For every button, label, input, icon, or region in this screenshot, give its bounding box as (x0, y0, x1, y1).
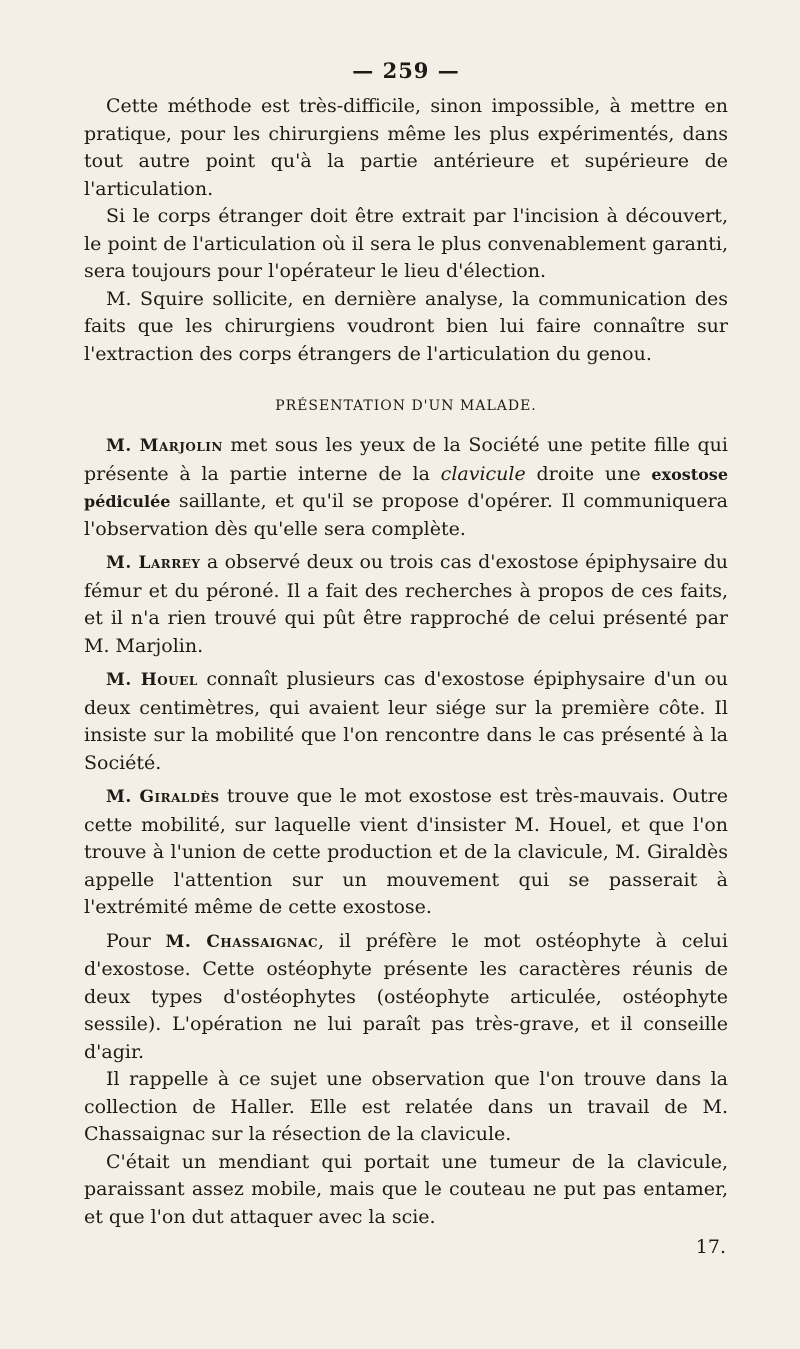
paragraph-giraldes (84, 783, 728, 922)
paragraph: Si le corps étranger doit être extrait par l'incision à découvert, le point de l'articulation où il sera le plus convenablement garanti, sera toujours pour l'opérateur le lieu d'élection. (84, 205, 728, 282)
paragraph: C'était un mendiant qui portait une tumeur de la clavicule, paraissant assez mobile, mais que le couteau ne put pas entamer, et que l'on dut attaquer avec la scie. (84, 1150, 728, 1228)
bold-term: exostose pédiculée (84, 464, 728, 511)
speaker-name: M. Marjolin (106, 436, 223, 456)
signature-mark: 17. (695, 1236, 726, 1258)
paragraph: Il rappelle à ce sujet une observation que l'on trouve dans la collection de Haller. Elle est relatée dans un travail de M. Chassaignac sur la résection de la clavicule. (84, 1068, 728, 1145)
speaker-name: M. Houel (106, 670, 198, 690)
text: trouve que le mot exostose est très-mauvais. Outre cette mobilité, sur laquelle vient d'insister M. Houel, et que l'on trouve à l'union de cette production et de la clavicule, M. Giraldès appelle l'attention sur un mouvement qui se passerait à l'extrémité même de cette exostose. (84, 785, 728, 918)
text: met sous les yeux de la Société une petite fille qui présente à la partie interne de la (84, 434, 728, 485)
section-heading: PRÉSENTATION D'UN MALADE. (275, 398, 537, 414)
paragraph-houel (84, 666, 728, 777)
paragraph: M. Squire sollicite, en dernière analyse, la communication des faits que les chirurgiens voudront bien lui faire connaître sur l'extraction des corps étrangers de l'articulation du genou. (84, 287, 728, 365)
speaker-name: M. Chassaignac (165, 931, 319, 952)
paragraph: Cette méthode est très-difficile, sinon impossible, à mettre en pratique, pour les chirurgiens même les plus expérimentés, dans tout autre point qu'à la partie antérieure et supérieure de l'articulation. (84, 95, 728, 200)
text: saillante, et qu'il se propose d'opérer. Il communiquera l'observation dès qu'elle sera complète. (84, 490, 728, 540)
paragraph-chassaignac (84, 928, 728, 1067)
text: a observé deux ou trois cas d'exostose épiphysaire du fémur et du péroné. Il a fait des recherches à propos de ces faits, et il n'a rien trouvé qui pût être rapproché de celui présenté par M. Marjolin. (84, 551, 728, 657)
paragraph-larrey (84, 549, 728, 660)
page-number: — 259 — (352, 58, 460, 83)
italic-term: clavicule (440, 462, 526, 485)
text: droite une (525, 462, 652, 485)
text: Pour (106, 929, 166, 952)
paragraph-marjolin (84, 432, 728, 543)
text: , il préfère le mot ostéophyte à celui d'exostose. Cette ostéophyte présente les caractères réunis de deux types d'ostéophytes (ostéophyte articulée, ostéophyte sessile). L'opération ne lui paraît pas très-grave, et il conseille d'agir. (84, 929, 728, 1063)
speaker-name: M. Giraldès (106, 787, 220, 807)
speaker-name: M. Larrey (106, 553, 201, 573)
text: connaît plusieurs cas d'exostose épiphysaire d'un ou deux centimètres, qui avaient leur siége sur la première côte. Il insiste sur la mobilité que l'on rencontre dans le cas présenté à la Société. (84, 668, 728, 774)
